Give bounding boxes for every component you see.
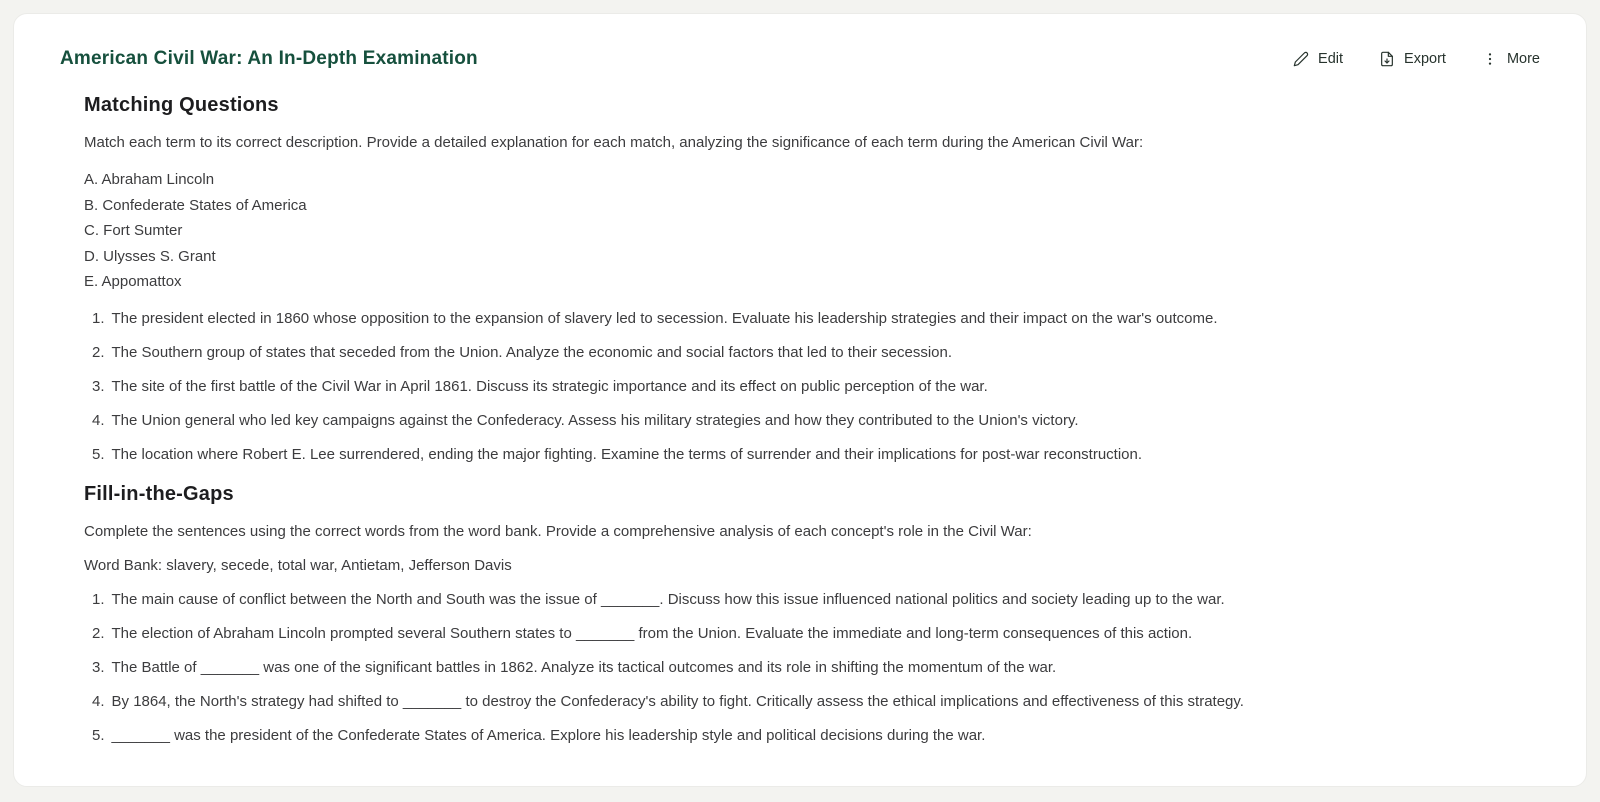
question-item (92, 624, 1516, 644)
term-item: A. Abraham Lincoln (84, 171, 215, 188)
question-text: The site of the first battle of the Civil War in April 1861. Discuss its strategic importance and its effect on public perception of the war. (111, 377, 988, 395)
more-button[interactable] (1482, 51, 1540, 67)
document-card (13, 13, 1587, 787)
question-number: 5. (92, 726, 105, 744)
question-text: The election of Abraham Lincoln prompted several Southern states to _______ from the Union. Evaluate the immediate and long-term consequences of this action. (111, 624, 1193, 642)
edit-button-label: Edit (1318, 51, 1344, 67)
question-number: 1. (92, 590, 105, 608)
question-number: 1. (92, 309, 105, 327)
question-text: The president elected in 1860 whose opposition to the expansion of slavery led to secession. Evaluate his leadership strategies and their impact on the war's outcome. (111, 309, 1218, 327)
question-text: _______ was the president of the Confederate States of America. Explore his leadership style and political decisions during the war. (111, 726, 986, 744)
term-item: D. Ulysses S. Grant (84, 247, 216, 265)
question-text: The Battle of _______ was one of the significant battles in 1862. Analyze its tactical outcomes and its role in shifting the momentum of the war. (111, 658, 1057, 676)
question-number: 4. (92, 692, 105, 710)
question-number: 2. (92, 343, 105, 361)
header-actions (1293, 51, 1540, 67)
matching-instructions: Match each term to its correct description. Provide a detailed explanation for each match, analyzing the significance of each term during the American Civil War: (84, 134, 1144, 151)
question-number: 3. (92, 377, 105, 395)
question-item (92, 445, 1516, 465)
edit-button[interactable] (1293, 51, 1343, 67)
question-item (92, 343, 1516, 363)
question-text: By 1864, the North's strategy had shifted to _______ to destroy the Confederacy's ability to fight. Critically assess the ethical implications and effectiveness of this strategy. (111, 692, 1244, 710)
question-text: The location where Robert E. Lee surrendered, ending the major fighting. Examine the terms of surrender and their implications for post-war reconstruction. (111, 445, 1143, 463)
page-title: American Civil War: An In-Depth Examination (60, 48, 478, 69)
kebab-menu-icon (1482, 51, 1498, 67)
pencil-icon (1293, 51, 1309, 67)
fill-instructions: Complete the sentences using the correct words from the word bank. Provide a comprehensive analysis of each concept's role in the Civil War: (84, 522, 1032, 540)
question-item (92, 377, 1516, 397)
export-file-icon (1379, 51, 1395, 67)
term-item: C. Fort Sumter (84, 222, 183, 239)
word-bank: Word Bank: slavery, secede, total war, Antietam, Jefferson Davis (84, 556, 512, 574)
question-item (92, 411, 1516, 431)
question-text: The Union general who led key campaigns against the Confederacy. Assess his military strategies and how they contributed to the Union's victory. (111, 411, 1079, 429)
question-text: The main cause of conflict between the North and South was the issue of _______. Discuss how this issue influenced national politics and society leading up to the war. (111, 590, 1225, 608)
question-item (92, 309, 1516, 329)
term-list (84, 167, 1516, 295)
question-number: 3. (92, 658, 105, 676)
question-number: 4. (92, 411, 105, 429)
question-item (92, 658, 1516, 678)
question-item (92, 692, 1516, 712)
question-item (92, 590, 1516, 610)
matching-question-list (84, 309, 1516, 465)
term-item: B. Confederate States of America (84, 196, 307, 214)
question-text: The Southern group of states that seceded from the Union. Analyze the economic and social factors that led to their secession. (111, 343, 952, 361)
matching-questions-heading: Matching Questions (84, 94, 279, 116)
fill-question-list (84, 590, 1516, 746)
question-number: 5. (92, 445, 105, 463)
document-header (14, 14, 1586, 70)
fill-in-the-gaps-heading: Fill-in-the-Gaps (84, 482, 234, 505)
question-item (92, 726, 1516, 746)
document-content (14, 70, 1586, 746)
question-number: 2. (92, 624, 105, 642)
more-button-label: More (1506, 51, 1540, 67)
term-item: E. Appomattox (84, 273, 182, 290)
export-button[interactable] (1379, 51, 1446, 67)
export-button-label: Export (1404, 51, 1446, 67)
